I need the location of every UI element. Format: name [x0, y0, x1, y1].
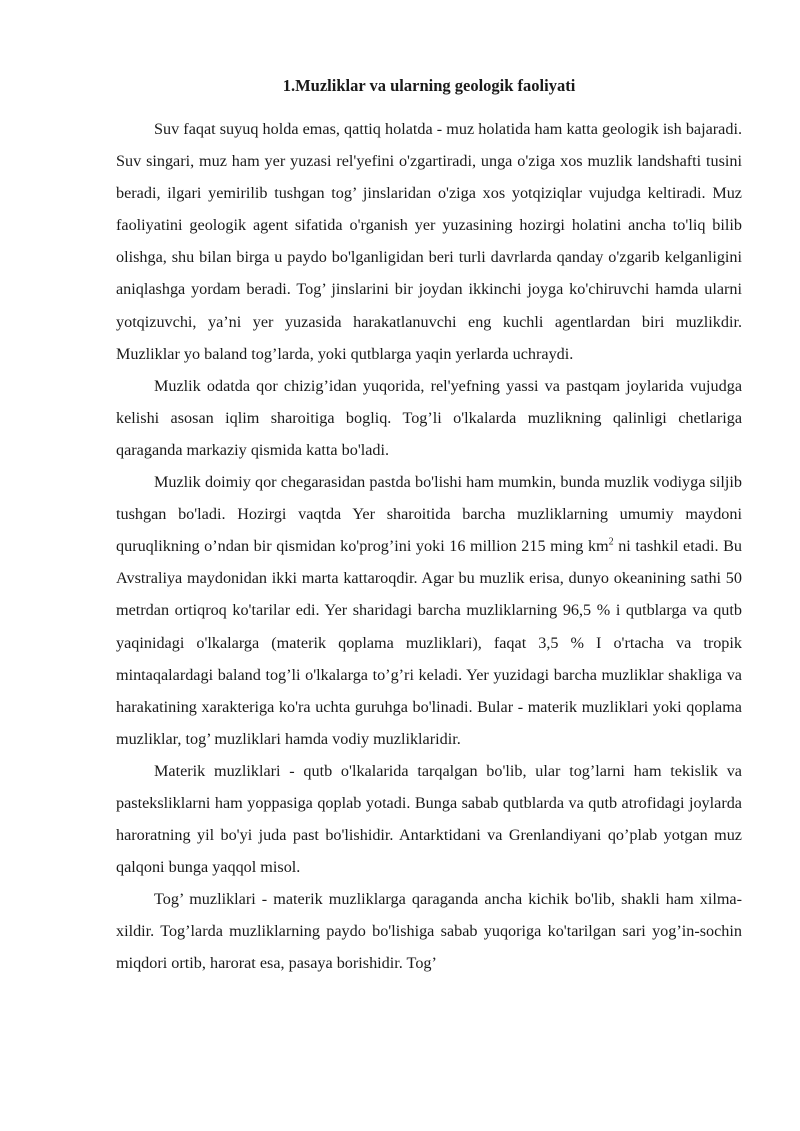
paragraph-3-part-b: ni tashkil etadi. Bu Avstraliya maydonidan ikki marta kattaroqdir. Agar bu muzlik erisa, dunyo okeanining sathi 50 metrdan ortiqroq ko'tarilar edi. Yer sharidagi barcha muzliklarning 96,5 % i qutblarga va qutb yaqinidagi o'lkalarga (materik qoplama muzliklari), faqat 3,5 % I o'rtacha va tropik mintaqalardagi baland tog’li o'lkalarga to’g’ri keladi. Yer yuzidagi barcha muzliklar shakliga va harakatining xarakteriga ko'ra uchta guruhga bo'linadi. Bular - materik muzliklari yoki qoplama muzliklar, tog’ muzliklari hamda vodiy muzliklaridir. — [116, 537, 742, 748]
paragraph-1: Suv faqat suyuq holda emas, qattiq holatda - muz holatida ham katta geologik ish bajaradi. Suv singari, muz ham yer yuzasi rel'yefini o'zgartiradi, unga o'ziga xos muzlik landshafti tusini beradi, ilgari yemirilib tushgan tog’ jinslaridan o'ziga xos yotqiziqlar vujudga keltiradi. Muz faoliyatini geologik agent sifatida o'rganish yer yuzasining hozirgi holatini ancha to'liq bilib olishga, shu bilan birga u paydo bo'lganligidan beri turli davrlarda qanday o'zgarib kelganligini aniqlashga yordam beradi. Tog’ jinslarini bir joydan ikkinchi joyga ko'chiruvchi hamda ularni yotqizuvchi, ya’ni yer yuzasida harakatlanuvchi eng kuchli agentlardan biri muzlikdir. Muzliklar yo baland tog’larda, yoki qutblarga yaqin yerlarda uchraydi. — [116, 120, 742, 363]
paragraph-4: Materik muzliklari - qutb o'lkalarida tarqalgan bo'lib, ular tog’larni ham tekislik va pasteksliklarni ham yoppasiga qoplab yotadi. Bunga sabab qutblarda va qutb atrofidagi joylarda haroratning yil bo'yi juda past bo'lishidir. Antarktidani va Grenlandiyani qo’plab yotgan muz qalqoni bunga yaqqol misol. — [116, 761, 742, 877]
paragraph-2: Muzlik odatda qor chizig’idan yuqorida, rel'yefning yassi va pastqam joylarida vujudga kelishi asosan iqlim sharoitiga bogliq. Tog’li o'lkalarda muzlikning qalinligi chetlariga qaraganda markaziy qismida katta bo'ladi. — [116, 376, 742, 459]
document-body — [116, 113, 742, 980]
paragraph-3-part-a: Muzlik doimiy qor chegarasidan pastda bo'lishi ham mumkin, bunda muzlik vodiyga siljib tushgan bo'ladi. Hozirgi vaqtda Yer sharoitida barcha muzliklarning umumiy maydoni quruqlikning o’ndan bir qismidan ko'prog’ini yoki 16 million 215 ming km — [116, 473, 742, 556]
page-title: 1.Muzliklar va ularning geologik faoliyati — [282, 76, 576, 95]
paragraph-3 — [116, 466, 742, 755]
paragraph-5: Tog’ muzliklari - materik muzliklarga qaraganda ancha kichik bo'lib, shakli ham xilma-xildir. Tog’larda muzliklarning paydo bo'lishiga sabab yuqoriga ko'tarilgan sari yog’in-sochin miqdori ortib, harorat esa, pasaya borishidir. Tog’ — [116, 890, 742, 973]
superscript-2: 2 — [608, 536, 614, 548]
